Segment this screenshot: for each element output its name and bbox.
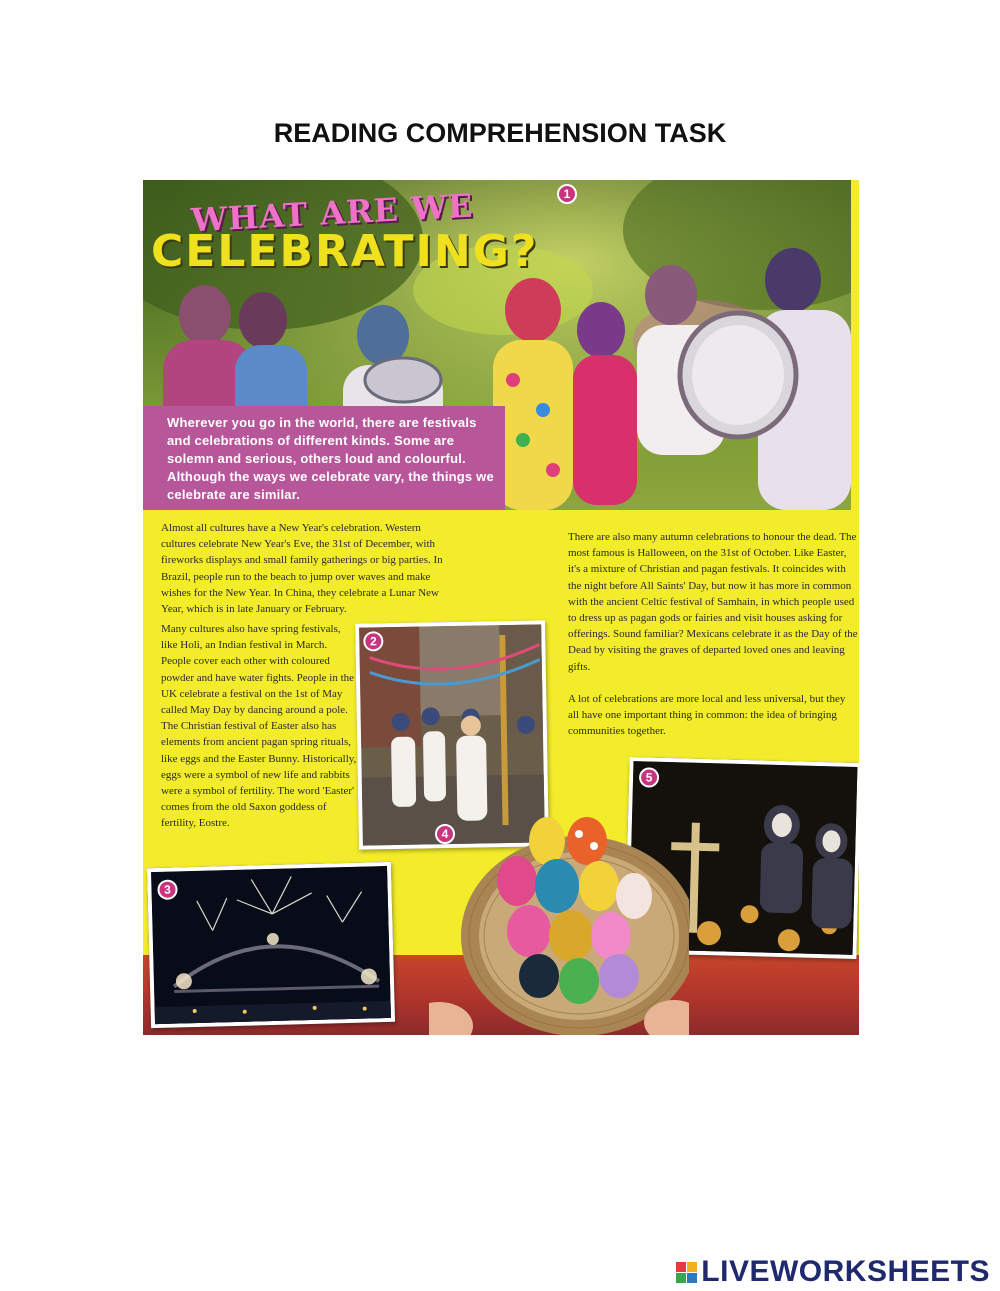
fireworks-photo: [147, 862, 395, 1028]
photo-number-badge: 4: [435, 824, 455, 844]
photo-number-badge: 1: [557, 184, 577, 204]
intro-box: [143, 406, 505, 510]
article-paragraph-3: There are also many autumn celebrations to honour the dead. The most famous is Halloween, on the 31st of October. Like Easter, it's a mixture of Christian and pagan festivals. It coincides with the night before All Saints' Day, but now it has more in common with the ancient Celtic festival of Samhain, in which people used to dress up as pagan gods or fairies and visit houses asking for offerings. Sound familiar? Mexicans celebrate it as the Day of the Dead by visiting the graves of departed loved ones and leaving gifts.: [568, 531, 858, 673]
hero-title-line-1: WHAT ARE WE: [190, 186, 475, 240]
photo-number-badge: 2: [363, 631, 383, 651]
fireworks-illustration: [151, 866, 395, 1028]
photo-number-badge: 3: [157, 879, 178, 900]
hero-photo: [143, 180, 851, 510]
hero-title-line-2: CELEBRATING?: [151, 226, 539, 277]
liveworksheets-logo: [676, 1255, 990, 1289]
magazine-page: [143, 180, 859, 1035]
liveworksheets-logo-text: LIVEWORKSHEETS: [701, 1255, 990, 1288]
article-paragraph-1: Almost all cultures have a New Year's celebration. Western cultures celebrate New Year's Eve, the 31st of December, with fireworks displays and small family gatherings or big parties. In Brazil, people run to the beach to jump over waves and make wishes for the New Year. In China, they celebrate a Lunar New Year, which is in late January or February.: [161, 522, 443, 616]
photo-number-badge: 5: [639, 767, 660, 788]
intro-text: Wherever you go in the world, there are festivals and celebrations of different kinds. Some are solemn and serious, others loud and colourful. Although the ways we celebrate vary, the things we celebrate are similar.: [167, 415, 494, 502]
page-title: READING COMPREHENSION TASK: [273, 118, 727, 148]
easter-basket-photo: [429, 786, 689, 1035]
liveworksheets-logo-mark: [676, 1262, 697, 1283]
easter-eggs-illustration: [429, 786, 689, 1035]
article-paragraph-2: Many cultures also have spring festivals, like Holi, an Indian festival in March. People cover each other with coloured powder and have water fights. People in the UK celebrate a festival on the 1st of May called May Day by dancing around a pole. The Christian festival of Easter also has elements from ancient pagan spring rituals, like eggs and the Easter Bunny. Historically, eggs were a symbol of new life and rabbits were a symbol of fertility. The word 'Easter' comes from the old Saxon goddess of fertility, Eostre.: [161, 623, 357, 830]
article-paragraph-4: A lot of celebrations are more local and less universal, but they all have one important thing in common: the idea of bringing communities together.: [568, 693, 846, 738]
